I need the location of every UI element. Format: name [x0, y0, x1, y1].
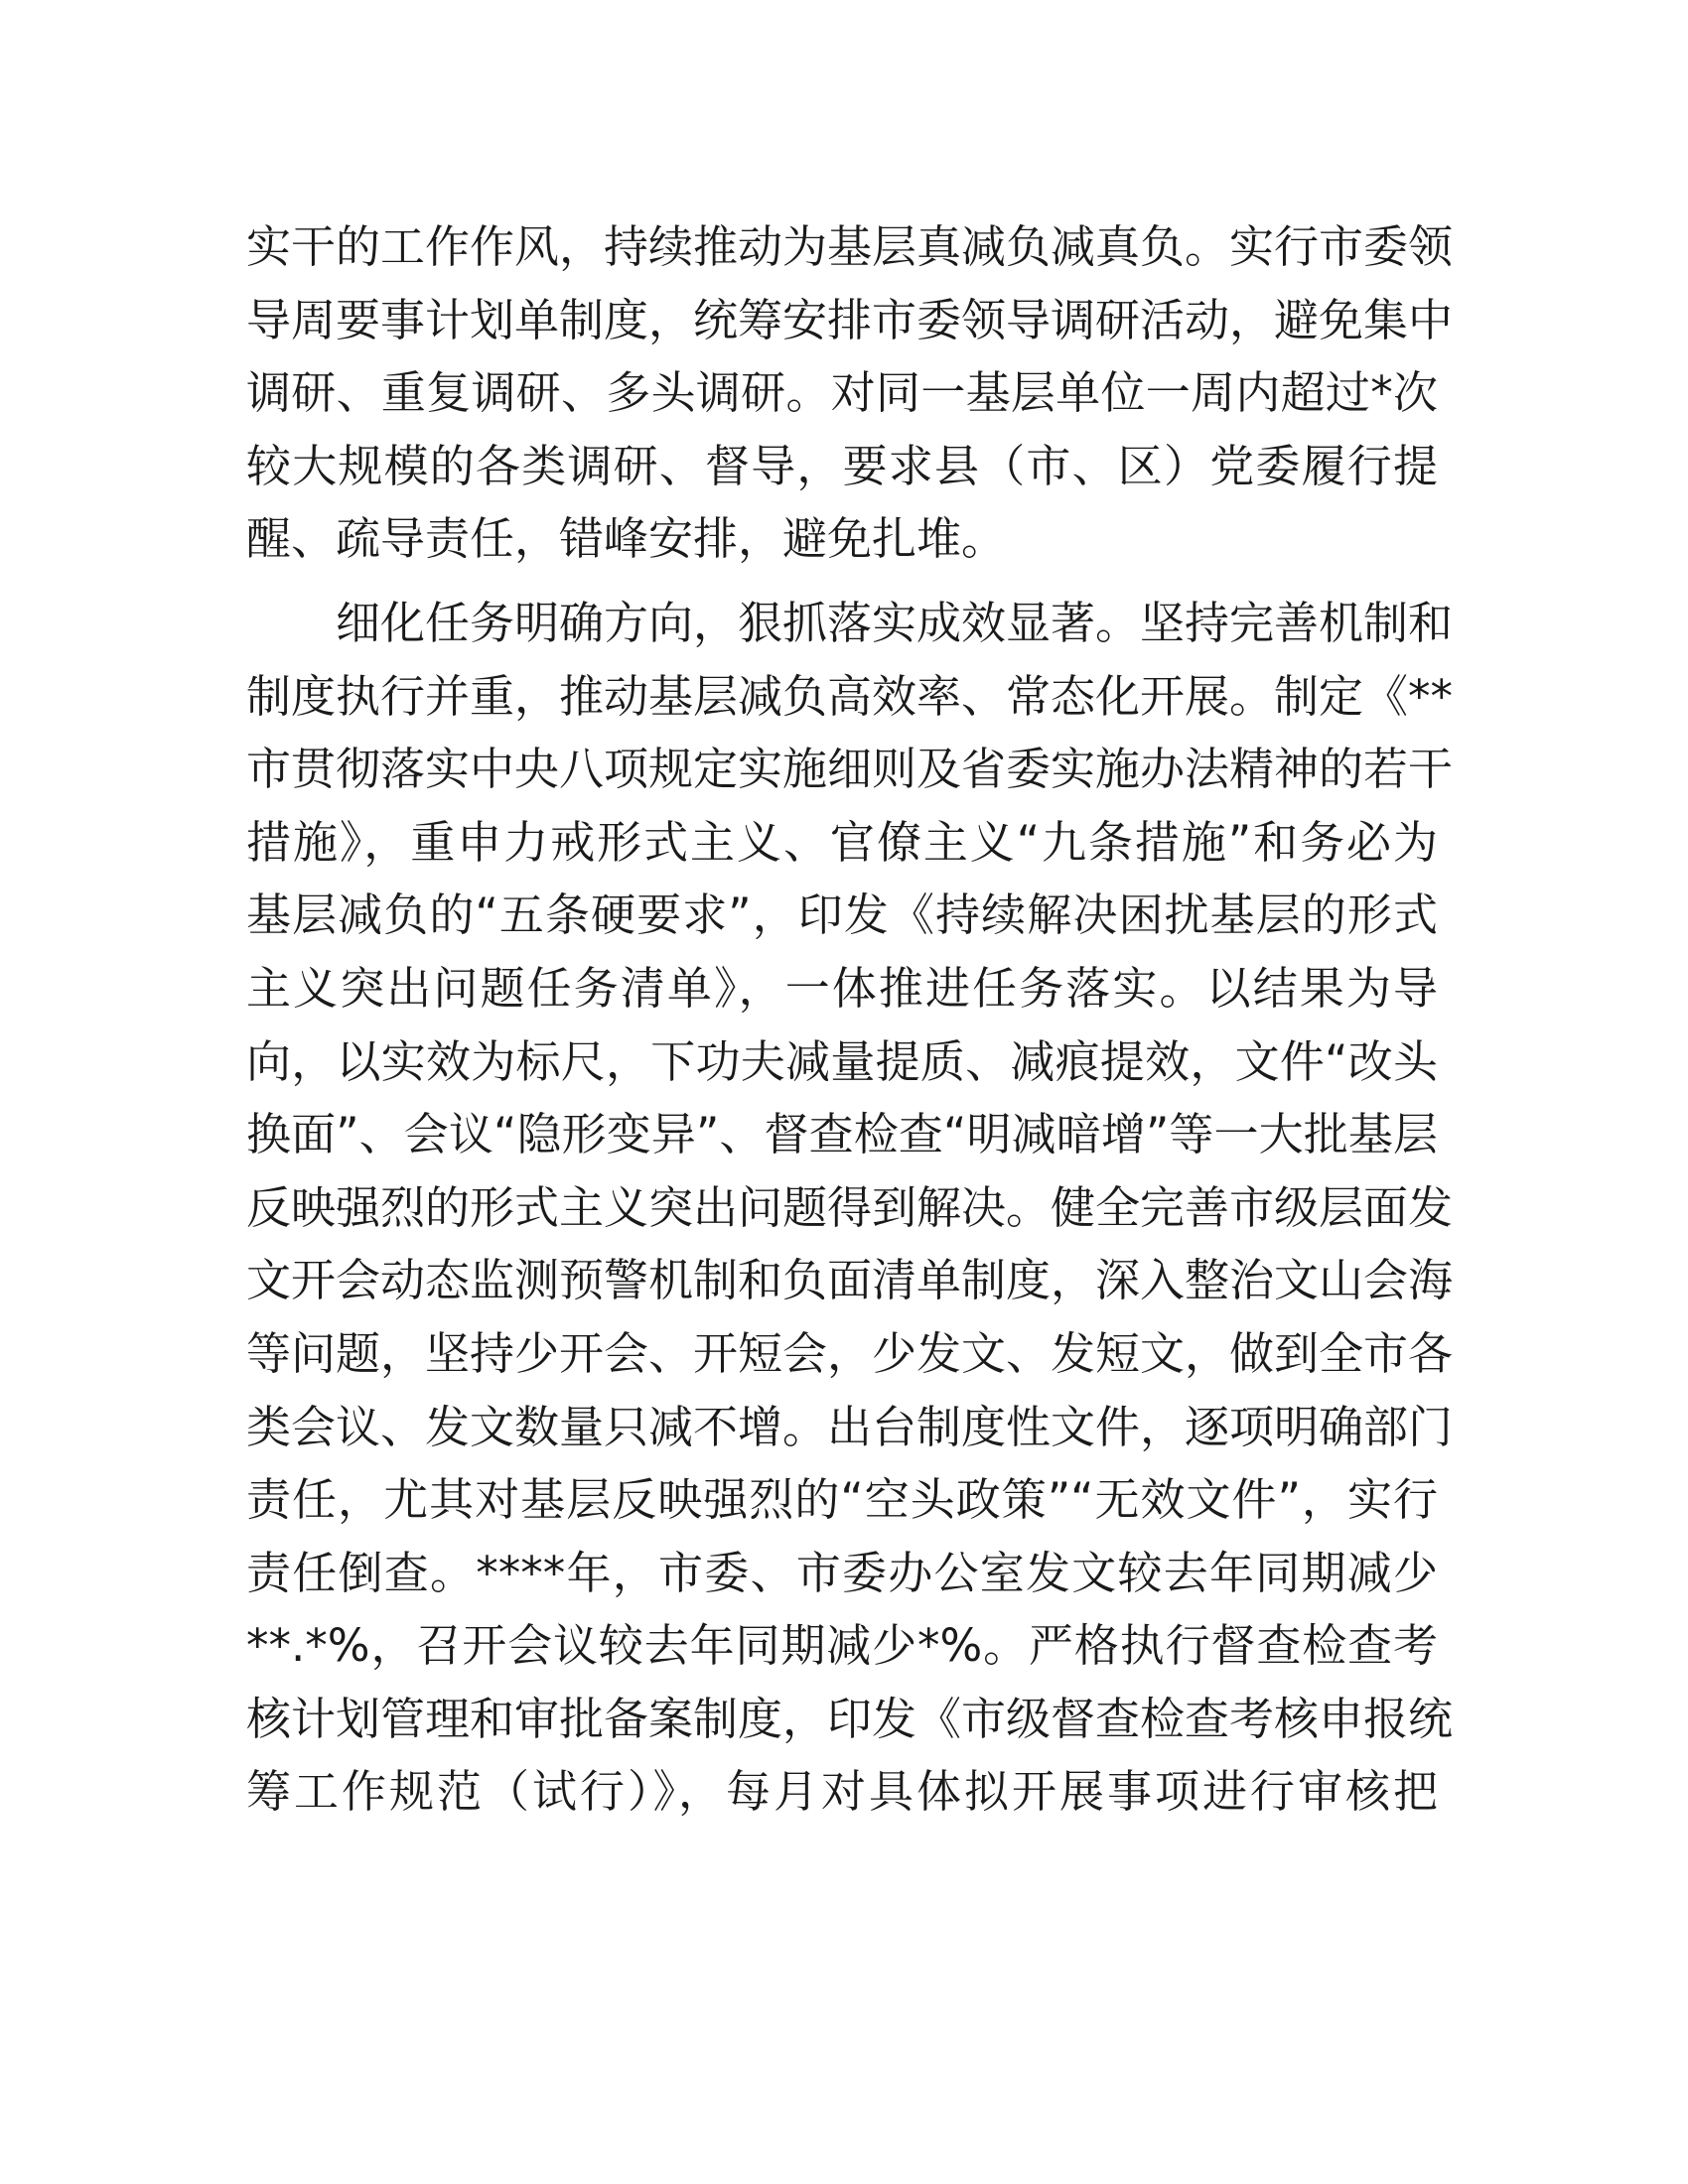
text-line: 筹工作规范（试行）》，每月对具体拟开展事项进行审核把	[246, 1765, 1438, 1819]
text-line: 换面”、会议“隐形变异”、督查检查“明减暗增”等一大批基层	[246, 1108, 1438, 1161]
text-line: 制度执行并重，推动基层减负高效率、常态化开展。制定《**	[246, 669, 1454, 723]
text-line: 实干的工作作风，持续推动为基层真减负减真负。实行市委领	[246, 220, 1454, 273]
paragraph-1	[246, 210, 1454, 576]
text-line: 责任，尤其对基层反映强烈的“空头政策”“无效文件”，实行	[246, 1473, 1438, 1527]
text-line: 调研、重复调研、多头调研。对同一基层单位一周内超过*次	[246, 366, 1438, 420]
paragraph-2	[246, 587, 1454, 1829]
text-line: **.*%，召开会议较去年同期减少*%。严格执行督查检查考	[246, 1619, 1438, 1673]
text-line: 等问题，坚持少开会、开短会，少发文、发短文，做到全市各	[246, 1326, 1454, 1380]
text-line: 反映强烈的形式主义突出问题得到解决。健全完善市级层面发	[246, 1180, 1454, 1234]
text-line: 基层减负的“五条硬要求”，印发《持续解决困扰基层的形式	[246, 888, 1438, 942]
text-line: 导周要事计划单制度，统筹安排市委领导调研活动，避免集中	[246, 293, 1454, 346]
paragraph-gap	[246, 576, 1438, 587]
text-line: 醒、疏导责任，错峰安排，避免扎堆。	[246, 512, 1007, 566]
text-line: 向，以实效为标尺，下功夫减量提质、减痕提效，文件“改头	[246, 1034, 1438, 1088]
text-line: 类会议、发文数量只减不增。出台制度性文件，逐项明确部门	[246, 1400, 1454, 1453]
text-line: 文开会动态监测预警机制和负面清单制度，深入整治文山会海	[246, 1254, 1454, 1307]
document-body	[246, 210, 1454, 1829]
text-line: 主义突出问题任务清单》，一体推进任务落实。以结果为导	[246, 961, 1438, 1015]
text-line: 责任倒查。****年，市委、市委办公室发文较去年同期减少	[246, 1546, 1438, 1599]
text-line: 细化任务明确方向，狠抓落实成效显著。坚持完善机制和	[336, 596, 1454, 649]
text-line: 市贯彻落实中央八项规定实施细则及省委实施办法精神的若干	[246, 743, 1454, 796]
text-line: 核计划管理和审批备案制度，印发《市级督查检查考核申报统	[246, 1692, 1454, 1745]
text-line: 措施》，重申力戒形式主义、官僚主义“九条措施”和务必为	[246, 815, 1438, 869]
text-line: 较大规模的各类调研、督导，要求县（市、区）党委履行提	[246, 439, 1438, 492]
